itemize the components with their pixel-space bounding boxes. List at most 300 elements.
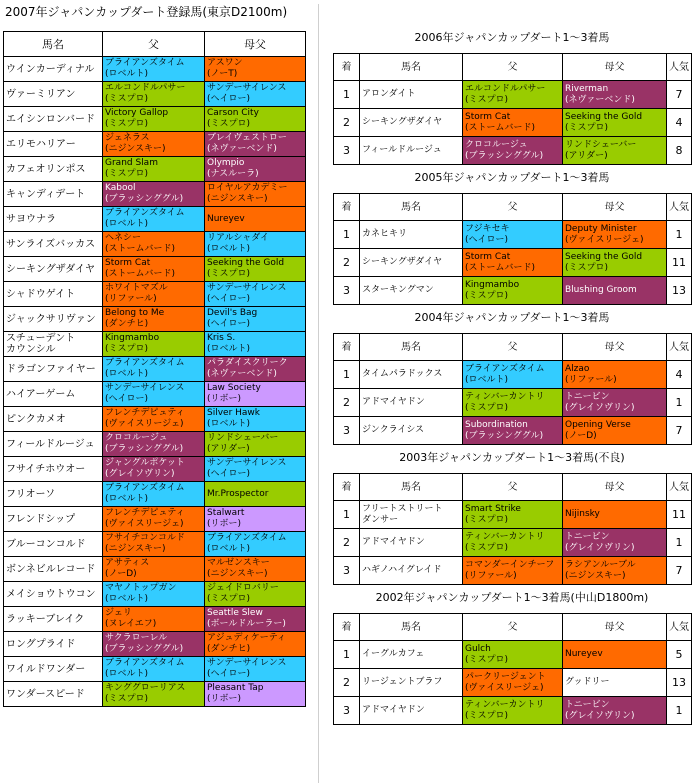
cell-line-name: マヤノトップガン xyxy=(105,583,177,593)
cell-line-name: サンデーサイレンス xyxy=(207,658,287,668)
cell-line-lineage: (ロベルト) xyxy=(105,494,149,504)
cell-line-name: ヴァーミリアン xyxy=(6,88,76,100)
horse-name xyxy=(4,682,103,707)
horse-name xyxy=(4,157,103,182)
finish-position: 1 xyxy=(334,221,360,249)
cell-line-name: ドラゴンファイヤー xyxy=(6,363,96,375)
table-row xyxy=(4,682,306,707)
cell-line-name: Storm Cat xyxy=(465,251,511,262)
cell-line-lineage: (ブラッシンググル) xyxy=(105,194,184,204)
dam-sire-cell xyxy=(205,307,306,332)
sire-cell xyxy=(103,557,205,582)
dam-sire-cell xyxy=(563,81,667,109)
cell-line-name: ロングプライド xyxy=(6,638,76,650)
cell-line-lineage: (ヘイロー) xyxy=(207,94,251,104)
popularity: 1 xyxy=(667,389,692,417)
sire-cell xyxy=(103,182,205,207)
cell-line-name: シャドウゲイト xyxy=(6,288,76,300)
horse-name xyxy=(360,221,463,249)
header-popularity: 人気 xyxy=(667,474,692,501)
horse-name xyxy=(4,407,103,432)
finish-position: 2 xyxy=(334,249,360,277)
popularity: 5 xyxy=(667,641,692,669)
cell-line-lineage: (ヴァイスリージェ) xyxy=(465,682,544,693)
cell-line-lineage: (ヌレイエフ) xyxy=(105,619,157,629)
table-row xyxy=(334,137,692,165)
horse-name xyxy=(4,507,103,532)
table-row xyxy=(4,132,306,157)
dam-sire-cell xyxy=(563,417,667,445)
popularity: 13 xyxy=(667,669,692,697)
table-row xyxy=(334,109,692,137)
results-header-row xyxy=(334,614,692,641)
cell-line-name: ジャックサリヴァン xyxy=(6,313,96,325)
cell-line-name: Storm Cat xyxy=(105,258,151,268)
table-row xyxy=(334,277,692,305)
dam-sire-cell xyxy=(563,669,667,697)
sire-cell xyxy=(463,417,563,445)
cell-line-name: Riverman xyxy=(565,83,609,94)
cell-line-name: シーキングザダイヤ xyxy=(6,263,95,275)
sire-cell xyxy=(103,507,205,532)
dam-sire-cell xyxy=(563,389,667,417)
header-horse: 馬名 xyxy=(360,334,463,361)
popularity: 4 xyxy=(667,361,692,389)
dam-sire-cell xyxy=(205,332,306,357)
header-sire: 父 xyxy=(463,334,563,361)
cell-line-lineage: (アリダー) xyxy=(565,150,608,161)
sire-cell xyxy=(103,532,205,557)
horse-name xyxy=(360,557,463,585)
dam-sire-cell xyxy=(205,82,306,107)
dam-sire-cell xyxy=(563,109,667,137)
cell-line-lineage: (ヘイロー) xyxy=(207,469,251,479)
cell-line-name: Kingmambo xyxy=(105,333,160,343)
cell-line-lineage: (ミスプロ) xyxy=(465,94,509,105)
cell-line-name: シーキングザダイヤ xyxy=(362,117,443,127)
dam-sire-cell xyxy=(563,137,667,165)
horse-name xyxy=(4,82,103,107)
cell-line-name: クロコルージュ xyxy=(465,139,528,150)
cell-line-name: ホワイトマズル xyxy=(105,283,168,293)
horse-name xyxy=(4,607,103,632)
dam-sire-cell xyxy=(205,532,306,557)
header-horse: 馬名 xyxy=(360,54,463,81)
cell-line-lineage: (ブラッシンググル) xyxy=(105,644,184,654)
cell-line-lineage: (ミスプロ) xyxy=(105,344,149,354)
cell-line-name: フィールドルージュ xyxy=(362,145,442,155)
cell-line-name: イーグルカフェ xyxy=(362,649,425,659)
sire-cell xyxy=(463,669,563,697)
horse-name xyxy=(4,182,103,207)
cell-line-lineage: (ブラッシンググル) xyxy=(465,430,544,441)
dam-sire-cell xyxy=(563,221,667,249)
cell-line-name: アジュディケーティ xyxy=(207,633,287,643)
header-horse: 馬名 xyxy=(360,614,463,641)
cell-line-lineage: (リファール) xyxy=(105,294,157,304)
cell-line-name: Smart Strike xyxy=(465,503,521,514)
table-row xyxy=(4,57,306,82)
results-table xyxy=(333,473,692,585)
table-row xyxy=(334,641,692,669)
cell-line-lineage: (リボー) xyxy=(207,519,242,529)
horse-name xyxy=(360,277,463,305)
cell-line-name: ロイヤルアカデミー xyxy=(207,183,288,193)
dam-sire-cell xyxy=(205,57,306,82)
sire-cell xyxy=(103,282,205,307)
cell-line-lineage: (ミスプロ) xyxy=(565,122,609,133)
cell-line-name: フレンチデピュティ xyxy=(105,408,185,418)
sire-cell xyxy=(103,632,205,657)
cell-line-lineage: カウンシル xyxy=(6,344,56,355)
popularity: 1 xyxy=(667,221,692,249)
cell-line-name: アドマイヤドン xyxy=(362,537,425,547)
cell-line-lineage: (ヴァイスリージェ) xyxy=(105,419,184,429)
table-row xyxy=(4,282,306,307)
dam-sire-cell xyxy=(205,682,306,707)
sire-cell xyxy=(103,682,205,707)
results-table xyxy=(333,53,692,165)
cell-line-name: アドマイヤドン xyxy=(362,397,425,407)
cell-line-name: Nureyev xyxy=(565,649,603,659)
results-section-title: 2004年ジャパンカップダート1～3着馬 xyxy=(414,311,610,324)
table-row xyxy=(4,532,306,557)
table-row xyxy=(334,361,692,389)
page-title: 2007年ジャパンカップダート登録馬(東京D2100m) xyxy=(5,5,288,19)
table-row xyxy=(4,332,306,357)
results-header-row xyxy=(334,194,692,221)
cell-line-lineage: (グレイソヴリン) xyxy=(565,542,635,553)
header-position: 着 xyxy=(334,334,360,361)
cell-line-name: リアルシャダイ xyxy=(207,233,270,243)
cell-line-name: ボンネビルレコード xyxy=(6,563,96,575)
cell-line-name: ブライアンズタイム xyxy=(105,483,185,493)
dam-sire-cell xyxy=(205,557,306,582)
cell-line-name: コマンダーインチーフ xyxy=(465,559,555,570)
dam-sire-cell xyxy=(563,249,667,277)
sire-cell xyxy=(463,137,563,165)
cell-line-name: Nijinsky xyxy=(565,509,600,519)
dam-sire-cell xyxy=(205,482,306,507)
cell-line-lineage: (ミスプロ) xyxy=(465,402,509,413)
sire-cell xyxy=(463,501,563,529)
results-section-title: 2002年ジャパンカップダート1～3着馬(中山D1800m) xyxy=(375,591,649,604)
cell-line-lineage: (ヘイロー) xyxy=(105,394,149,404)
cell-line-lineage: (ニジンスキー) xyxy=(207,194,268,204)
horse-name xyxy=(4,232,103,257)
results-header-row xyxy=(334,474,692,501)
table-row xyxy=(4,182,306,207)
cell-line-name: フィールドルージュ xyxy=(6,438,95,450)
cell-line-lineage: (ストームバード) xyxy=(465,122,536,133)
finish-position: 3 xyxy=(334,277,360,305)
cell-line-name: キャンディデート xyxy=(6,188,86,200)
table-row xyxy=(4,357,306,382)
cell-line-lineage: (ヘイロー) xyxy=(207,319,251,329)
cell-line-name: フレンドシップ xyxy=(6,513,76,525)
horse-name xyxy=(4,132,103,157)
finish-position: 3 xyxy=(334,137,360,165)
sire-cell xyxy=(463,277,563,305)
cell-line-lineage: (ロベルト) xyxy=(105,69,149,79)
cell-line-name: Seattle Slew xyxy=(207,608,263,618)
table-row xyxy=(4,507,306,532)
sire-cell xyxy=(103,82,205,107)
cell-line-name: アロンダイト xyxy=(362,89,416,99)
cell-line-name: ブライアンズタイム xyxy=(105,58,185,68)
cell-line-lineage: (ストームバード) xyxy=(465,262,536,273)
cell-line-name: トニービン xyxy=(565,391,610,402)
popularity: 11 xyxy=(667,249,692,277)
cell-line-name: ブレイヴェストロー xyxy=(207,133,287,143)
sire-cell xyxy=(103,207,205,232)
dam-sire-cell xyxy=(205,457,306,482)
finish-position: 1 xyxy=(334,641,360,669)
cell-line-name: Stalwart xyxy=(207,508,245,518)
dam-sire-cell xyxy=(205,657,306,682)
horse-name xyxy=(360,249,463,277)
cell-line-name: ワイルドワンダー xyxy=(6,663,86,675)
cell-line-name: フジキセキ xyxy=(465,223,510,234)
sire-cell xyxy=(103,407,205,432)
sire-cell xyxy=(103,482,205,507)
cell-line-lineage: (ネヴァーベンド) xyxy=(207,144,277,154)
table-row xyxy=(4,482,306,507)
table-row xyxy=(4,632,306,657)
cell-line-name: Deputy Minister xyxy=(565,223,637,234)
table-row xyxy=(334,501,692,529)
cell-line-name: ジェネラス xyxy=(105,133,150,143)
header-sire: 父 xyxy=(103,32,205,57)
cell-line-name: スターキングマン xyxy=(362,285,434,295)
cell-line-name: ブライアンズタイム xyxy=(207,533,287,543)
cell-line-name: トニービン xyxy=(565,531,610,542)
cell-line-name: Grand Slam xyxy=(105,158,158,168)
cell-line-name: サンデーサイレンス xyxy=(105,383,185,393)
cell-line-name: エイシンロンバード xyxy=(6,113,96,125)
popularity: 7 xyxy=(667,557,692,585)
horse-name xyxy=(360,109,463,137)
cell-line-name: ジェイドロバリー xyxy=(207,583,279,593)
sire-cell xyxy=(103,157,205,182)
horse-name xyxy=(4,57,103,82)
sire-cell xyxy=(463,529,563,557)
table-row xyxy=(4,307,306,332)
cell-line-name: ハギノハイグレイド xyxy=(362,565,442,575)
sire-cell xyxy=(463,641,563,669)
cell-line-lineage: (ヴァイスリージェ) xyxy=(105,519,184,529)
popularity: 1 xyxy=(667,529,692,557)
cell-line-lineage: (ネヴァーベンド) xyxy=(565,94,635,105)
cell-line-lineage: (ヘイロー) xyxy=(207,294,251,304)
dam-sire-cell xyxy=(205,257,306,282)
table-row xyxy=(334,249,692,277)
table-row xyxy=(334,529,692,557)
cell-line-lineage: (ブラッシンググル) xyxy=(105,444,184,454)
cell-line-name: パークリージェント xyxy=(465,671,546,682)
sire-cell xyxy=(103,432,205,457)
cell-line-lineage: (ロベルト) xyxy=(207,244,251,254)
dam-sire-cell xyxy=(563,501,667,529)
cell-line-lineage: (ミスプロ) xyxy=(105,94,149,104)
cell-line-lineage: (ニジンスキー) xyxy=(105,144,166,154)
cell-line-name: リージェントブラフ xyxy=(362,677,443,687)
table-row xyxy=(334,669,692,697)
sire-cell xyxy=(103,382,205,407)
cell-line-name: キンググローリアス xyxy=(105,683,186,693)
dam-sire-cell xyxy=(563,529,667,557)
sire-cell xyxy=(103,57,205,82)
sire-cell xyxy=(463,557,563,585)
cell-line-name: Storm Cat xyxy=(465,111,511,122)
horse-name xyxy=(4,107,103,132)
cell-line-name: タイムパラドックス xyxy=(362,369,443,379)
cell-line-name: サンデーサイレンス xyxy=(207,283,287,293)
results-section-title: 2005年ジャパンカップダート1～3着馬 xyxy=(414,171,610,184)
cell-line-lineage: (リファール) xyxy=(565,374,617,385)
sire-cell xyxy=(463,81,563,109)
header-horse: 馬名 xyxy=(4,32,103,57)
horse-name xyxy=(4,482,103,507)
cell-line-name: パラダイスクリーク xyxy=(207,358,288,368)
sire-cell xyxy=(463,221,563,249)
cell-line-name: サンデーサイレンス xyxy=(207,458,287,468)
cell-line-name: Pleasant Tap xyxy=(207,683,264,693)
table-row xyxy=(4,382,306,407)
sire-cell xyxy=(103,582,205,607)
header-popularity: 人気 xyxy=(667,614,692,641)
horse-name xyxy=(360,641,463,669)
finish-position: 2 xyxy=(334,669,360,697)
horse-name xyxy=(4,282,103,307)
entries-header-row xyxy=(4,32,306,57)
sire-cell xyxy=(463,389,563,417)
header-popularity: 人気 xyxy=(667,194,692,221)
cell-line-name: Nureyev xyxy=(207,213,245,224)
cell-line-name: アサティス xyxy=(105,558,150,568)
horse-name xyxy=(4,257,103,282)
sire-cell xyxy=(463,697,563,725)
cell-line-name: サンライズバッカス xyxy=(6,238,96,250)
cell-line-name: Seeking the Gold xyxy=(565,111,643,122)
finish-position: 1 xyxy=(334,361,360,389)
header-dam-sire: 母父 xyxy=(563,194,667,221)
cell-line-lineage: (ストームバード) xyxy=(105,269,176,279)
cell-line-lineage: (リボー) xyxy=(207,694,242,704)
column-divider xyxy=(318,4,319,783)
results-table xyxy=(333,333,692,445)
dam-sire-cell xyxy=(205,607,306,632)
sire-cell xyxy=(463,361,563,389)
table-row xyxy=(4,407,306,432)
cell-line-name: Kabool xyxy=(105,183,136,193)
cell-line-name: Mr.Prospector xyxy=(207,488,269,499)
cell-line-lineage: (グレイソヴリン) xyxy=(105,469,175,479)
header-position: 着 xyxy=(334,614,360,641)
sire-cell xyxy=(103,607,205,632)
cell-line-lineage: (ダンチヒ) xyxy=(105,319,149,329)
table-row xyxy=(334,417,692,445)
results-header-row xyxy=(334,334,692,361)
cell-line-name: カネヒキリ xyxy=(362,229,408,239)
dam-sire-cell xyxy=(205,582,306,607)
table-row xyxy=(4,232,306,257)
horse-name xyxy=(4,357,103,382)
popularity: 7 xyxy=(667,417,692,445)
cell-line-name: グッドリー xyxy=(565,677,610,687)
dam-sire-cell xyxy=(205,432,306,457)
cell-line-name: シーキングザダイヤ xyxy=(362,257,443,267)
header-sire: 父 xyxy=(463,474,563,501)
cell-line-name: ハイアーゲーム xyxy=(6,388,76,400)
cell-line-lineage: (ミスプロ) xyxy=(465,710,509,721)
popularity: 4 xyxy=(667,109,692,137)
cell-line-name: Seeking the Gold xyxy=(207,258,285,268)
cell-line-name: Carson City xyxy=(207,108,259,118)
cell-line-name: ジンクライシス xyxy=(362,425,425,435)
header-position: 着 xyxy=(334,54,360,81)
finish-position: 1 xyxy=(334,81,360,109)
cell-line-lineage: (ミスプロ) xyxy=(565,262,609,273)
horse-name xyxy=(4,432,103,457)
dam-sire-cell xyxy=(205,407,306,432)
dam-sire-cell xyxy=(563,277,667,305)
sire-cell xyxy=(103,357,205,382)
table-row xyxy=(4,607,306,632)
cell-line-name: ジェリ xyxy=(105,608,132,618)
cell-line-name: Opening Verse xyxy=(565,419,631,430)
horse-name xyxy=(360,697,463,725)
dam-sire-cell xyxy=(205,182,306,207)
cell-line-name: アドマイヤドン xyxy=(362,705,425,715)
cell-line-lineage: (ロベルト) xyxy=(105,369,149,379)
cell-line-name: ブライアンズタイム xyxy=(105,208,185,218)
cell-line-lineage: (ナスルーラ) xyxy=(207,169,259,179)
cell-line-lineage: (ノーD) xyxy=(105,569,137,579)
cell-line-lineage: (ミスプロ) xyxy=(207,119,251,129)
cell-line-name: ブルーコンコルド xyxy=(6,538,86,550)
table-row xyxy=(334,221,692,249)
cell-line-name: マルゼンスキー xyxy=(207,558,270,568)
horse-name xyxy=(4,582,103,607)
cell-line-lineage: (ミスプロ) xyxy=(105,694,149,704)
cell-line-lineage: (ミスプロ) xyxy=(465,290,509,301)
sire-cell xyxy=(463,249,563,277)
table-row xyxy=(4,432,306,457)
horse-name xyxy=(360,501,463,529)
cell-line-name: リンドシェーバー xyxy=(565,139,637,150)
table-row xyxy=(4,82,306,107)
header-dam-sire: 母父 xyxy=(563,614,667,641)
cell-line-name: サクラローレル xyxy=(105,633,168,643)
horse-name xyxy=(360,137,463,165)
cell-line-name: クロコルージュ xyxy=(105,433,168,443)
cell-line-lineage: (ミスプロ) xyxy=(465,514,509,525)
table-row xyxy=(4,257,306,282)
cell-line-name: Kris S. xyxy=(207,333,236,343)
cell-line-name: ワンダースピード xyxy=(6,688,85,700)
cell-line-name: Blushing Groom xyxy=(565,285,637,295)
cell-line-name: Gulch xyxy=(465,643,491,654)
finish-position: 2 xyxy=(334,389,360,417)
results-section-title: 2006年ジャパンカップダート1～3着馬 xyxy=(414,31,610,44)
cell-line-lineage: (ダンチヒ) xyxy=(207,644,251,654)
dam-sire-cell xyxy=(205,632,306,657)
sire-cell xyxy=(103,132,205,157)
cell-line-name: Silver Hawk xyxy=(207,408,260,418)
cell-line-name: メイショウトウコン xyxy=(6,588,96,600)
dam-sire-cell xyxy=(563,361,667,389)
